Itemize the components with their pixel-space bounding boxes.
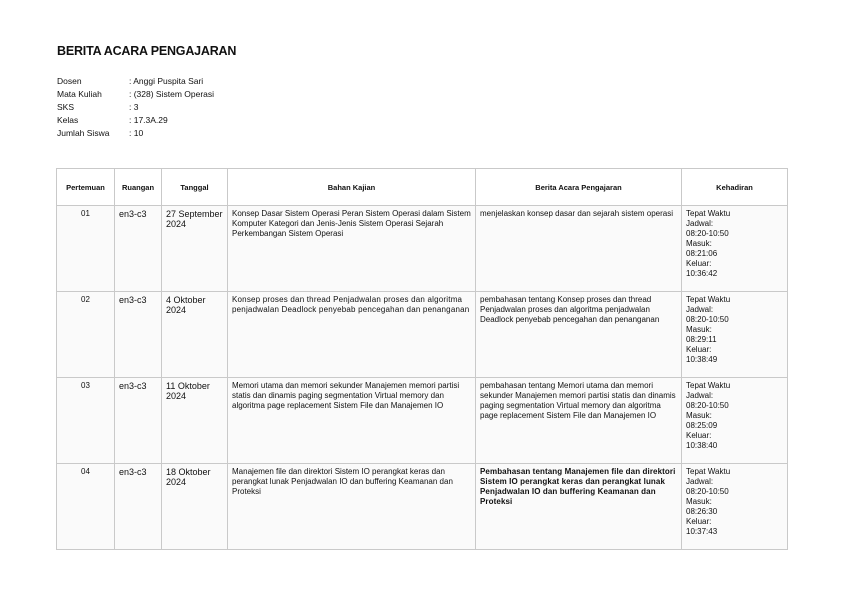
table-row: [57, 292, 788, 378]
attendance-schedule: 08:20-10:50: [686, 401, 729, 410]
attendance-in: 08:25:09: [686, 421, 718, 430]
header-berita-acara: Berita Acara Pengajaran: [476, 169, 682, 206]
cell-pertemuan: 03: [57, 378, 115, 464]
attendance-schedule-label: Jadwal:: [686, 219, 714, 228]
cell-kehadiran: [682, 378, 788, 464]
info-label: Dosen: [57, 76, 82, 86]
attendance-schedule: 08:20-10:50: [686, 487, 729, 496]
cell-bahan-kajian: Memori utama dan memori sekunder Manajemen memori partisi statis dan dinamis paging segmentation Virtual memory dan algoritma page replacement Sistem File dan Manajemen IO: [228, 378, 476, 464]
info-label: SKS: [57, 102, 75, 112]
info-row-jumlah-siswa: [57, 127, 214, 140]
header-ruangan: Ruangan: [115, 169, 162, 206]
table-row: [57, 464, 788, 550]
cell-kehadiran: [682, 464, 788, 550]
cell-ruangan: en3-c3: [115, 378, 162, 464]
attendance-in-label: Masuk:: [686, 239, 712, 248]
cell-bahan-kajian: Konsep proses dan thread Penjadwalan proses dan algoritma penjadwalan Deadlock penyebab pencegahan dan penanganan: [228, 292, 476, 378]
cell-kehadiran: [682, 292, 788, 378]
attendance-in-label: Masuk:: [686, 411, 712, 420]
cell-tanggal: 4 Oktober 2024: [162, 292, 228, 378]
attendance-out-label: Keluar:: [686, 431, 712, 440]
header-pertemuan: Pertemuan: [57, 169, 115, 206]
attendance-out: 10:36:42: [686, 269, 718, 278]
info-value: : Anggi Puspita Sari: [129, 76, 204, 86]
info-value: : (328) Sistem Operasi: [129, 89, 215, 99]
cell-ruangan: en3-c3: [115, 206, 162, 292]
cell-bahan-kajian: Konsep Dasar Sistem Operasi Peran Sistem Operasi dalam Sistem Komputer Kategori dan Jenis-Jenis Sistem Operasi Sejarah Perkembangan Sistem Operasi: [228, 206, 476, 292]
cell-kehadiran: [682, 206, 788, 292]
cell-ruangan: en3-c3: [115, 292, 162, 378]
info-label: Mata Kuliah: [57, 89, 102, 99]
attendance-in: 08:26:30: [686, 507, 718, 516]
cell-pertemuan: 01: [57, 206, 115, 292]
info-value: : 17.3A.29: [129, 115, 168, 125]
info-label: Kelas: [57, 115, 79, 125]
info-row-dosen: [57, 75, 214, 88]
info-value: : 3: [129, 102, 139, 112]
cell-berita-acara: pembahasan tentang Konsep proses dan thread Penjadwalan proses dan algoritma penjadwalan Deadlock penyebab pencegahan dan penanganan: [476, 292, 682, 378]
attendance-out-label: Keluar:: [686, 345, 712, 354]
table-header-row: [57, 169, 788, 206]
table-row: [57, 206, 788, 292]
cell-berita-acara: Pembahasan tentang Manajemen file dan direktori Sistem IO perangkat keras dan perangkat lunak Penjadwalan IO dan buffering Keamanan dan Proteksi: [476, 464, 682, 550]
teaching-report-table: [56, 168, 788, 550]
attendance-out: 10:38:40: [686, 441, 718, 450]
cell-pertemuan: 02: [57, 292, 115, 378]
course-info: [57, 75, 214, 140]
attendance-schedule-label: Jadwal:: [686, 477, 714, 486]
cell-ruangan: en3-c3: [115, 464, 162, 550]
cell-berita-acara: menjelaskan konsep dasar dan sejarah sistem operasi: [476, 206, 682, 292]
info-row-mata-kuliah: [57, 88, 214, 101]
cell-tanggal: 11 Oktober 2024: [162, 378, 228, 464]
header-tanggal: Tanggal: [162, 169, 228, 206]
attendance-out-label: Keluar:: [686, 259, 712, 268]
attendance-schedule-label: Jadwal:: [686, 391, 714, 400]
attendance-status: Tepat Waktu: [686, 467, 731, 476]
info-value: : 10: [129, 128, 144, 138]
cell-tanggal: 18 Oktober 2024: [162, 464, 228, 550]
attendance-status: Tepat Waktu: [686, 295, 731, 304]
attendance-schedule-label: Jadwal:: [686, 305, 714, 314]
cell-pertemuan: 04: [57, 464, 115, 550]
info-row-kelas: [57, 114, 214, 127]
info-row-sks: [57, 101, 214, 114]
attendance-status: Tepat Waktu: [686, 209, 731, 218]
document-title: BERITA ACARA PENGAJARAN: [57, 44, 237, 58]
info-label: Jumlah Siswa: [57, 128, 110, 138]
attendance-in: 08:21:06: [686, 249, 718, 258]
table-row: [57, 378, 788, 464]
cell-tanggal: 27 September 2024: [162, 206, 228, 292]
attendance-status: Tepat Waktu: [686, 381, 731, 390]
attendance-in: 08:29:11: [686, 335, 717, 344]
attendance-schedule: 08:20-10:50: [686, 315, 729, 324]
cell-bahan-kajian: Manajemen file dan direktori Sistem IO perangkat keras dan perangkat lunak Penjadwalan IO dan buffering Keamanan dan Proteksi: [228, 464, 476, 550]
attendance-out: 10:38:49: [686, 355, 718, 364]
attendance-in-label: Masuk:: [686, 497, 712, 506]
cell-berita-acara: pembahasan tentang Memori utama dan memori sekunder Manajemen memori partisi statis dan dinamis paging segmentation Virtual memory dan algoritma page replacement Sistem File dan Manajemen IO: [476, 378, 682, 464]
attendance-in-label: Masuk:: [686, 325, 712, 334]
attendance-schedule: 08:20-10:50: [686, 229, 729, 238]
attendance-out: 10:37:43: [686, 527, 718, 536]
attendance-out-label: Keluar:: [686, 517, 712, 526]
header-kehadiran: Kehadiran: [682, 169, 788, 206]
header-bahan-kajian: Bahan Kajian: [228, 169, 476, 206]
